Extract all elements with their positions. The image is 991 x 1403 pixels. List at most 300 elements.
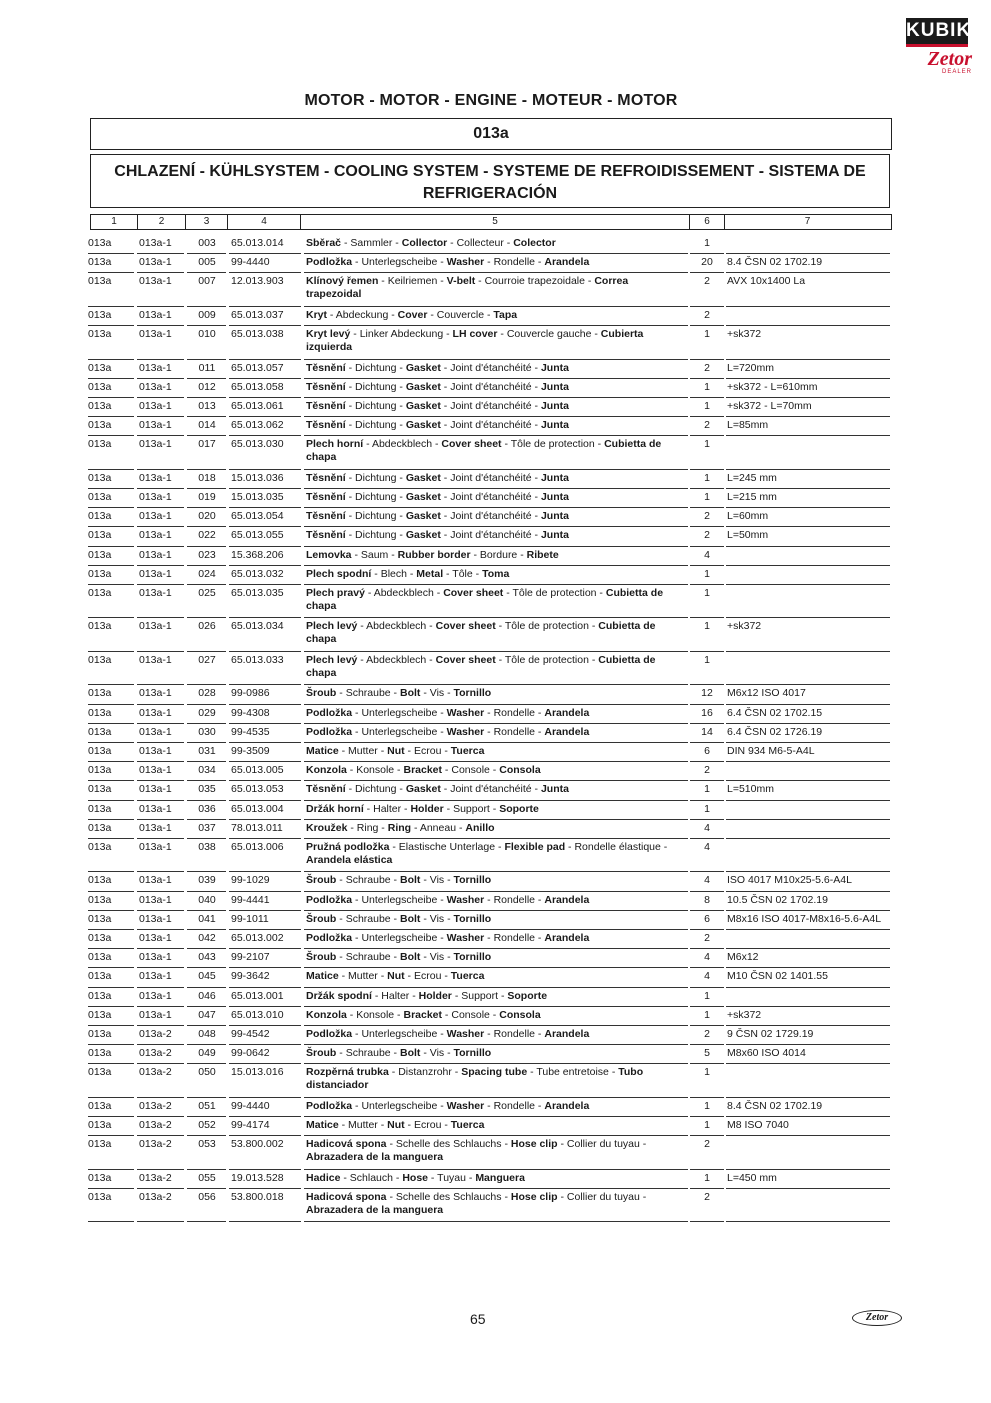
- desc-de: Schraube: [345, 1047, 391, 1060]
- part-number-cell: 99-3509: [231, 745, 270, 757]
- desc-en: Holder: [418, 989, 452, 1002]
- quantity-cell: 2: [704, 361, 710, 374]
- note-cell: L=50mm: [727, 529, 769, 542]
- table-row: [88, 988, 890, 1007]
- desc-fr: Collier du tuyau: [566, 1190, 640, 1203]
- desc-de: Schelle des Schlauchs: [395, 1190, 502, 1203]
- desc-en: Bolt: [399, 912, 421, 925]
- desc-cz: Matice: [306, 1119, 339, 1131]
- quantity-cell: 1: [704, 653, 710, 666]
- desc-de: Unterlegscheibe: [361, 706, 438, 719]
- position-cell: 037: [198, 821, 216, 834]
- desc-de: Dichtung: [355, 399, 397, 412]
- note-cell: M8x60 ISO 4014: [727, 1047, 806, 1060]
- desc-cz: Těsnění: [306, 510, 346, 523]
- table-row: [88, 781, 890, 800]
- table-row: [88, 872, 890, 891]
- position-cell: 005: [198, 256, 216, 269]
- desc-en: Cover sheet: [435, 620, 496, 633]
- table-row: [88, 307, 890, 326]
- desc-cz: Hadicová spona: [306, 1190, 387, 1203]
- desc-de: Unterlegscheibe: [361, 256, 438, 269]
- quantity-cell: 2: [704, 419, 710, 432]
- quantity-cell: 4: [704, 874, 710, 887]
- kubik-zetor-logo: [906, 18, 972, 76]
- description-cell: Hadicová spona - Schelle des Schlauchs - Hose clip - Collier du tuyau - Abrazadera de la manguera: [306, 1138, 647, 1164]
- desc-fr: Tôle de protection: [510, 438, 595, 451]
- position-cell: 035: [198, 783, 216, 796]
- position-cell: 028: [198, 687, 216, 700]
- desc-de: Dichtung: [355, 380, 397, 393]
- desc-en: Gasket: [405, 491, 441, 503]
- note-cell: +sk372 - L=70mm: [727, 399, 812, 412]
- desc-es: Arandela: [544, 256, 590, 269]
- desc-de: Dichtung: [355, 783, 397, 796]
- desc-es: Colector: [513, 237, 556, 249]
- group-cell: 013a: [88, 840, 112, 853]
- figure-cell: 013a-2: [139, 1066, 172, 1079]
- desc-cz: Šroub: [306, 687, 337, 700]
- quantity-cell: 1: [704, 989, 710, 1002]
- desc-de: Saum: [360, 548, 389, 561]
- desc-en: Gasket: [405, 419, 441, 432]
- figure-cell: 013a-1: [139, 237, 172, 249]
- desc-en: Rubber border: [397, 548, 471, 561]
- part-number-cell: 99-3642: [231, 970, 270, 983]
- desc-en: LH cover: [452, 328, 498, 341]
- description-cell: Plech horní - Abdeckblech - Cover sheet - Tôle de protection - Cubietta de chapa: [306, 438, 662, 464]
- desc-cz: Konzola: [306, 1008, 347, 1021]
- figure-cell: 013a-1: [139, 802, 172, 815]
- description-cell: Podložka - Unterlegscheibe - Washer - Rondelle - Arandela: [306, 1099, 590, 1112]
- desc-es: Junta: [540, 510, 569, 523]
- desc-cz: Šroub: [306, 912, 337, 925]
- desc-cz: Pružná podložka: [306, 840, 390, 853]
- desc-fr: Joint d'étanchéité: [450, 399, 532, 412]
- table-row: [88, 743, 890, 762]
- description-cell: Sběrač - Sammler - Collector - Collecteur - Colector: [306, 237, 556, 249]
- description-cell: Plech spodní - Blech - Metal - Tôle - Toma: [306, 567, 510, 580]
- note-cell: +sk372: [727, 620, 762, 633]
- table-row: [88, 652, 890, 686]
- table-row: [88, 801, 890, 820]
- desc-fr: Joint d'étanchéité: [450, 380, 532, 393]
- cell-underline: [187, 1221, 226, 1222]
- part-number-cell: 65.013.037: [231, 308, 284, 321]
- description-cell: Matice - Mutter - Nut - Ecrou - Tuerca: [306, 970, 485, 983]
- position-cell: 042: [198, 932, 216, 944]
- column-header: 2: [138, 215, 186, 229]
- position-cell: 009: [198, 308, 216, 321]
- desc-de: Unterlegscheibe: [361, 1099, 438, 1112]
- desc-es: Arandela: [544, 1099, 590, 1112]
- desc-fr: Tube entretoise: [536, 1066, 609, 1079]
- position-cell: 007: [198, 275, 216, 288]
- desc-de: Abdeckblech: [373, 586, 434, 599]
- note-cell: 8.4 ČSN 02 1702.19: [727, 256, 823, 269]
- desc-es: Tornillo: [453, 1047, 492, 1060]
- desc-en: Washer: [446, 725, 485, 738]
- note-cell: L=85mm: [727, 419, 769, 432]
- table-row: [88, 618, 890, 652]
- figure-cell: 013a-2: [139, 1171, 172, 1184]
- desc-cz: Kryt levý: [306, 328, 351, 341]
- group-cell: 013a: [88, 745, 112, 757]
- group-cell: 013a: [88, 491, 112, 503]
- part-number-cell: 99-1029: [231, 874, 270, 887]
- quantity-cell: 1: [704, 783, 710, 796]
- desc-fr: Support: [461, 989, 499, 1002]
- figure-cell: 013a-1: [139, 438, 172, 451]
- note-cell: +sk372: [727, 328, 762, 341]
- desc-de: Halter: [381, 989, 410, 1002]
- desc-es: Arandela: [544, 706, 590, 719]
- table-row: [88, 360, 890, 379]
- part-number-cell: 99-2107: [231, 951, 270, 964]
- part-number-cell: 53.800.018: [231, 1190, 284, 1203]
- desc-en: Metal: [416, 567, 444, 580]
- quantity-cell: 4: [704, 951, 710, 964]
- position-cell: 041: [198, 912, 216, 925]
- dealer-tag: DEALER: [941, 69, 972, 75]
- desc-en: Washer: [446, 893, 485, 906]
- desc-fr: Tôle: [452, 567, 473, 580]
- desc-es: Tuerca: [450, 1119, 485, 1131]
- figure-cell: 013a-1: [139, 399, 172, 412]
- group-cell: 013a: [88, 308, 112, 321]
- part-number-cell: 65.013.058: [231, 380, 284, 393]
- position-cell: 039: [198, 874, 216, 887]
- desc-cz: Matice: [306, 970, 339, 983]
- desc-en: Washer: [446, 1027, 485, 1040]
- cell-underline: [229, 1221, 301, 1222]
- part-number-cell: 78.013.011: [231, 821, 283, 834]
- description-cell: Šroub - Schraube - Bolt - Vis - Tornillo: [306, 874, 492, 887]
- desc-de: Mutter: [348, 970, 378, 983]
- desc-es: Soporte: [507, 989, 548, 1002]
- parts-table: [88, 235, 890, 1222]
- figure-cell: 013a-1: [139, 745, 172, 757]
- group-cell: 013a: [88, 1138, 112, 1151]
- group-cell: 013a: [88, 237, 112, 249]
- position-cell: 048: [198, 1027, 216, 1040]
- group-cell: 013a: [88, 567, 112, 580]
- table-row: [88, 1136, 890, 1170]
- quantity-cell: 2: [704, 308, 710, 321]
- part-number-cell: 99-0642: [231, 1047, 270, 1060]
- section-title: CHLAZENÍ - KÜHLSYSTEM - COOLING SYSTEM - SYSTEME DE REFROIDISSEMENT - SISTEMA DE REFRIGERACIÓN: [90, 154, 890, 208]
- group-cell: 013a: [88, 893, 112, 906]
- note-cell: L=720mm: [727, 361, 774, 374]
- desc-en: Washer: [446, 256, 485, 269]
- quantity-cell: 1: [704, 380, 710, 393]
- figure-cell: 013a-1: [139, 620, 172, 633]
- group-cell: 013a: [88, 256, 112, 269]
- desc-de: Unterlegscheibe: [361, 893, 438, 906]
- zetor-footer-logo: Zetor: [852, 1310, 902, 1326]
- desc-de: Schlauch: [349, 1171, 393, 1184]
- desc-en: Collector: [401, 237, 448, 249]
- desc-fr: Collier du tuyau: [566, 1138, 640, 1151]
- desc-fr: Bordure: [479, 548, 518, 561]
- part-number-cell: 65.013.004: [231, 802, 284, 815]
- quantity-cell: 4: [704, 821, 710, 834]
- desc-en: Gasket: [405, 529, 441, 542]
- column-header: 7: [804, 216, 811, 227]
- cell-underline: [137, 1221, 184, 1222]
- figure-cell: 013a-1: [139, 361, 172, 374]
- description-cell: Podložka - Unterlegscheibe - Washer - Rondelle - Arandela: [306, 256, 590, 269]
- desc-es: Ribete: [526, 548, 559, 561]
- desc-cz: Sběrač: [306, 237, 342, 249]
- desc-de: Schraube: [345, 951, 391, 964]
- desc-de: Schraube: [345, 687, 391, 700]
- figure-cell: 013a-2: [139, 1190, 172, 1203]
- desc-de: Linker Abdeckung: [359, 328, 444, 341]
- desc-es: Junta: [540, 471, 569, 484]
- desc-en: Bolt: [399, 687, 421, 700]
- table-row: [88, 685, 890, 704]
- quantity-cell: 2: [704, 932, 710, 944]
- figure-cell: 013a-1: [139, 529, 172, 542]
- desc-fr: Rondelle: [493, 256, 536, 269]
- figure-cell: 013a-1: [139, 970, 172, 983]
- part-number-cell: 65.013.055: [231, 529, 284, 542]
- desc-cz: Rozpěrná trubka: [306, 1066, 389, 1079]
- desc-es: Tornillo: [453, 874, 492, 887]
- desc-cz: Plech spodní: [306, 567, 372, 580]
- position-cell: 012: [198, 380, 216, 393]
- table-row: [88, 585, 890, 619]
- part-number-cell: 19.013.528: [231, 1171, 284, 1184]
- group-cell: 013a: [88, 1119, 112, 1131]
- desc-de: Distanzrohr: [398, 1066, 452, 1079]
- group-cell: 013a: [88, 802, 112, 815]
- desc-de: Ring: [356, 821, 379, 834]
- quantity-cell: 1: [704, 1066, 710, 1079]
- position-cell: 056: [198, 1190, 216, 1203]
- group-cell: 013a: [88, 970, 112, 983]
- position-cell: 029: [198, 706, 216, 719]
- group-cell: 013a: [88, 725, 112, 738]
- figure-cell: 013a-1: [139, 840, 172, 853]
- desc-de: Mutter: [348, 1119, 378, 1131]
- desc-cz: Těsnění: [306, 380, 346, 393]
- desc-de: Dichtung: [355, 471, 397, 484]
- cell-underline: [726, 1221, 890, 1222]
- figure-cell: 013a-1: [139, 275, 172, 288]
- description-cell: Těsnění - Dichtung - Gasket - Joint d'étanchéité - Junta: [306, 399, 569, 412]
- group-cell: 013a: [88, 783, 112, 796]
- desc-es: Correa trapezoidal: [306, 275, 629, 301]
- note-cell: M10 ČSN 02 1401.55: [727, 970, 828, 983]
- desc-cz: Těsnění: [306, 471, 346, 484]
- zetor-wordmark: Zetor: [927, 48, 972, 70]
- desc-de: Unterlegscheibe: [361, 1027, 438, 1040]
- quantity-cell: 1: [704, 586, 710, 599]
- position-cell: 017: [198, 438, 216, 451]
- group-cell: 013a: [88, 951, 112, 964]
- description-cell: Matice - Mutter - Nut - Ecrou - Tuerca: [306, 1119, 485, 1131]
- desc-cz: Podložka: [306, 1099, 353, 1112]
- description-cell: Matice - Mutter - Nut - Ecrou - Tuerca: [306, 745, 485, 757]
- group-cell: 013a: [88, 653, 112, 666]
- description-cell: Pružná podložka - Elastische Unterlage - Flexible pad - Rondelle élastique - Arandela elástica: [306, 840, 668, 866]
- desc-fr: Rondelle: [493, 1027, 536, 1040]
- group-cell: 013a: [88, 328, 112, 341]
- desc-es: Toma: [482, 567, 510, 580]
- group-cell: 013a: [88, 912, 112, 925]
- desc-en: Cover sheet: [443, 586, 504, 599]
- position-cell: 055: [198, 1171, 216, 1184]
- part-number-cell: 65.013.005: [231, 764, 284, 777]
- table-row: [88, 417, 890, 436]
- description-cell: Plech pravý - Abdeckblech - Cover sheet - Tôle de protection - Cubietta de chapa: [306, 586, 664, 612]
- position-cell: 034: [198, 764, 216, 777]
- part-number-cell: 65.013.030: [231, 438, 284, 451]
- desc-es: Tornillo: [453, 687, 492, 700]
- description-cell: Těsnění - Dichtung - Gasket - Joint d'étanchéité - Junta: [306, 380, 569, 393]
- desc-de: Schraube: [345, 874, 391, 887]
- desc-en: Gasket: [405, 361, 441, 374]
- desc-en: Gasket: [405, 399, 441, 412]
- description-cell: Těsnění - Dichtung - Gasket - Joint d'étanchéité - Junta: [306, 491, 569, 503]
- desc-es: Manguera: [475, 1171, 525, 1184]
- description-cell: Držák spodní - Halter - Holder - Support - Soporte: [306, 989, 548, 1002]
- desc-en: Nut: [387, 970, 405, 983]
- part-number-cell: 99-4542: [231, 1027, 270, 1040]
- group-cell: 013a: [88, 1099, 112, 1112]
- figure-cell: 013a-1: [139, 783, 172, 796]
- group-cell: 013a: [88, 1171, 112, 1184]
- desc-fr: Couvercle gauche: [506, 328, 592, 341]
- part-number-cell: 99-4535: [231, 725, 270, 738]
- cell-underline: [690, 1221, 724, 1222]
- desc-de: Unterlegscheibe: [361, 932, 438, 944]
- desc-es: Tornillo: [453, 951, 492, 964]
- desc-cz: Plech levý: [306, 620, 358, 633]
- page-number: 65: [470, 1311, 486, 1327]
- group-cell: 013a: [88, 874, 112, 887]
- position-cell: 010: [198, 328, 216, 341]
- desc-es: Cubietta de chapa: [306, 438, 662, 464]
- group-cell: 013a: [88, 687, 112, 700]
- figure-cell: 013a-1: [139, 725, 172, 738]
- table-row: [88, 930, 890, 949]
- group-cell: 013a: [88, 275, 112, 288]
- group-cell: 013a: [88, 471, 112, 484]
- table-row: [88, 820, 890, 839]
- quantity-cell: 1: [704, 1008, 710, 1021]
- desc-de: Unterlegscheibe: [361, 725, 438, 738]
- desc-cz: Hadicová spona: [306, 1138, 387, 1151]
- figure-cell: 013a-1: [139, 874, 172, 887]
- quantity-cell: 6: [704, 745, 710, 757]
- quantity-cell: 1: [704, 438, 710, 451]
- quantity-cell: 1: [704, 328, 710, 341]
- description-cell: Těsnění - Dichtung - Gasket - Joint d'étanchéité - Junta: [306, 471, 569, 484]
- cell-underline: [88, 1221, 134, 1222]
- desc-es: Arandela: [544, 1027, 590, 1040]
- desc-fr: Console: [451, 764, 490, 777]
- description-cell: Šroub - Schraube - Bolt - Vis - Tornillo: [306, 951, 492, 964]
- desc-de: Keilriemen: [387, 275, 438, 288]
- note-cell: 6.4 ČSN 02 1726.19: [727, 725, 823, 738]
- desc-fr: Rondelle: [493, 706, 536, 719]
- part-number-cell: 15.013.016: [231, 1066, 284, 1079]
- quantity-cell: 4: [704, 840, 710, 853]
- figure-cell: 013a-1: [139, 548, 172, 561]
- desc-cz: Konzola: [306, 764, 347, 777]
- desc-fr: Anneau: [419, 821, 457, 834]
- position-cell: 011: [198, 361, 216, 374]
- description-cell: Podložka - Unterlegscheibe - Washer - Rondelle - Arandela: [306, 706, 590, 719]
- part-number-cell: 99-4440: [231, 256, 270, 269]
- desc-es: Soporte: [499, 802, 539, 815]
- description-cell: Těsnění - Dichtung - Gasket - Joint d'étanchéité - Junta: [306, 510, 569, 523]
- description-cell: Podložka - Unterlegscheibe - Washer - Rondelle - Arandela: [306, 725, 590, 738]
- desc-de: Mutter: [348, 745, 378, 757]
- figure-cell: 013a-2: [139, 1027, 172, 1040]
- table-row: [88, 949, 890, 968]
- desc-es: Junta: [540, 529, 569, 542]
- table-row: [88, 1117, 890, 1136]
- group-cell: 013a: [88, 399, 112, 412]
- figure-cell: 013a-1: [139, 491, 172, 503]
- description-cell: Kryt levý - Linker Abdeckung - LH cover - Couvercle gauche - Cubierta izquierda: [306, 328, 644, 354]
- note-cell: +sk372: [727, 1008, 762, 1021]
- group-cell: 013a: [88, 706, 112, 719]
- position-cell: 052: [198, 1119, 216, 1131]
- desc-fr: Rondelle: [493, 1099, 536, 1112]
- desc-fr: Joint d'étanchéité: [450, 510, 532, 523]
- quantity-cell: 4: [704, 548, 710, 561]
- desc-en: Bracket: [403, 1008, 443, 1021]
- desc-fr: Support: [453, 802, 490, 815]
- position-cell: 038: [198, 840, 216, 853]
- figure-cell: 013a-1: [139, 586, 172, 599]
- desc-es: Cubietta de chapa: [306, 586, 664, 612]
- part-number-cell: 99-4440: [231, 1099, 270, 1112]
- desc-fr: Rondelle: [493, 932, 536, 944]
- quantity-cell: 2: [704, 529, 710, 542]
- desc-es: Tapa: [493, 308, 518, 321]
- position-cell: 024: [198, 567, 216, 580]
- desc-es: Junta: [540, 399, 569, 412]
- desc-es: Consola: [499, 1008, 541, 1021]
- desc-en: Holder: [410, 802, 444, 815]
- part-number-cell: 99-4441: [231, 893, 270, 906]
- figure-cell: 013a-1: [139, 951, 172, 964]
- table-row: [88, 379, 890, 398]
- description-cell: Šroub - Schraube - Bolt - Vis - Tornillo: [306, 687, 492, 700]
- group-cell: 013a: [88, 380, 112, 393]
- desc-de: Abdeckblech: [366, 653, 427, 666]
- group-cell: 013a: [88, 361, 112, 374]
- quantity-cell: 2: [704, 1190, 710, 1203]
- table-row: [88, 762, 890, 781]
- desc-fr: Rondelle: [493, 725, 536, 738]
- desc-cz: Plech horní: [306, 438, 364, 451]
- desc-en: Nut: [387, 745, 405, 757]
- description-cell: Podložka - Unterlegscheibe - Washer - Rondelle - Arandela: [306, 932, 590, 944]
- desc-cz: Těsnění: [306, 419, 346, 432]
- note-cell: ISO 4017 M10x25-5.6-A4L: [727, 874, 852, 887]
- figure-cell: 013a-1: [139, 764, 172, 777]
- quantity-cell: 2: [704, 1027, 710, 1040]
- desc-de: Schelle des Schlauchs: [395, 1138, 502, 1151]
- desc-en: Gasket: [405, 510, 441, 523]
